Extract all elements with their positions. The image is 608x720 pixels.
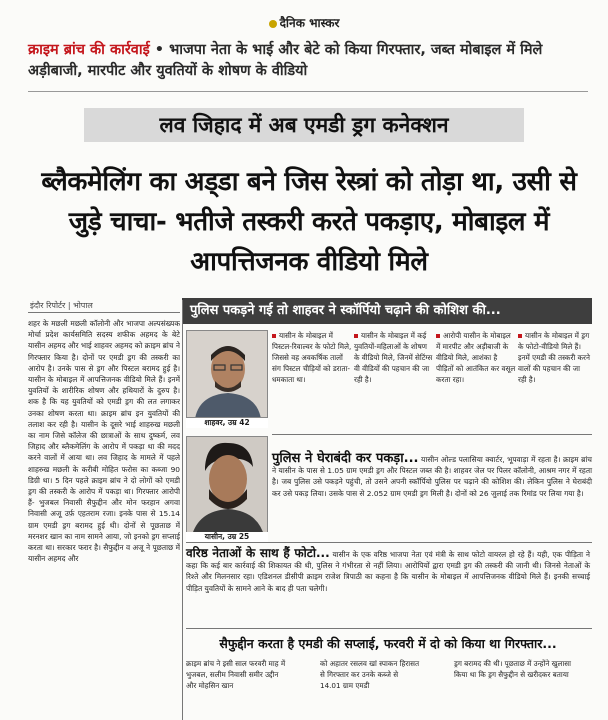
kicker-text: • भाजपा नेता के भाई और बेटे को किया गिरफ्तार, जब्त मोबाइल में मिले अड़ीबाजी, मारपीट और युवतियों के शोषण के वीडियो	[28, 42, 543, 79]
photo-yasin	[186, 436, 268, 538]
bullet-icon	[436, 334, 440, 338]
saif-col: क्राइम ब्रांच ने इसी साल फरवरी माह में भुजबल, सलीम निवासी समीर उद्दीन और मोहसिन खान	[186, 659, 286, 690]
byline-rule	[28, 312, 180, 313]
person-photo-icon	[187, 331, 268, 418]
bullet-item: यासीन के मोबाइल में ड्रग के फोटो-वीडियो मिले हैं। इनमें एमडी की तस्करी करने वालों की पहचान की जा रही है।	[518, 331, 590, 384]
strap-headline: लव जिहाद में अब एमडी ड्रग कनेक्शन	[84, 108, 524, 142]
senior-section	[186, 548, 590, 594]
divider	[28, 91, 588, 92]
senior-body: यासीन के एक वरिष्ठ भाजपा नेता एवं मंत्री के साथ फोटो वायरल हो रहे हैं। यही, एक पीड़िता ने कहा कि कई बार कार्रवाई की शिकायत की थी, पुलिस ने गंभीरता से नहीं लिया। आरोपियों द्वारा एमडी ड्रग की तस्करी की जानी थी। जिनसे नेताओं के रिश्ते और मिलनसार रहा। एडिशनल डीसीपी क्राइम राजेश त्रिपाठी का कहना है कि यासीन के मोबाइल में आपत्तिजनक वीडियो मिले हैं। इनकी सच्चाई पीड़ित युवतियों के सामने आने के बाद ही पता चलेगी।	[186, 550, 590, 593]
section-rule	[272, 434, 592, 435]
photo-caption: शाहवर, उम्र 42	[186, 418, 268, 428]
kicker	[28, 40, 588, 82]
photo-shahwar	[186, 330, 268, 418]
logo-sun-icon	[269, 20, 277, 28]
logo-text: दैनिक भास्कर	[279, 16, 340, 30]
main-headline: ब्लैकमेलिंग का अड्‌डा बने जिस रेस्त्रां को तोड़ा था, उसी से जुड़े चाचा- भतीजे तस्करी करते पकड़ाए, मोबाइल में आपत्तिजनक वीडियो मिले	[41, 167, 577, 277]
bullet-icon	[354, 334, 358, 338]
column-divider	[182, 300, 183, 720]
masthead	[0, 0, 608, 34]
saif-head: सैफुद्दीन करता है एमडी की सप्लाई, फरवरी में दो को किया था गिरफ्तार...	[219, 636, 557, 651]
saif-col: को अहातर रसलव खां स्पाकन हिरासत से गिरफ्तार कर उनके कब्जे से 14.01 ग्राम एमडी	[320, 659, 420, 690]
newspaper-logo	[269, 14, 340, 31]
bullet-item: यासीन के मोबाइल में पिस्टल-रिवाल्वर के फोटो मिले, जिससे वह अवकर्षिक तालों संग पिस्टल चीड़ियों को डराता-धमकाता था।	[272, 331, 352, 384]
section-rule	[186, 628, 592, 629]
section-rule	[186, 542, 592, 543]
main-story: शहर के मछली मछली कॉलोनी और भाजपा अल्पसंख्यक मोर्चा प्रदेश कार्यसमिति सदस्य शफीक अहमद के बेटे यासीन अहमद और भाई शाहवर अहमद को क्राइम ब्रांच ने गिरफ्तार किया है। दोनों पर एमडी ड्रग की तस्करी का आरोप है। उनके पास से ड्रग और पिस्टल बरामद हुई है। यासीन के मोबाइल में आपत्तिजनक वीडियो मिले हैं। इनमें युवतियों के शारीरिक शोषण और हथियारों के दुरुप है। शक है कि यह युवतियों को एमडी ड्रग की लत लगाकर उनका शोषण करता था। क्राइम ब्रांच इन युवतियों की तलाश कर रही है। यासीन के दूसरे भाई शाहरुख मछली का नाम जिसे कॉलेज की छात्राओं के साथ दुष्कर्म, लव जिहाद और ब्लैकमेलिंग के आरोप में पकड़ा था की मदद करने वालों में आया था। लव जिहाद के मामले में पहले शाहरुख मछली के करीबी मोहित फरोस का कब्जा 90 डिग्री था। 5 दिन पहले क्राइम ब्रांच ने दो लोगों को एमडी ड्रग की तस्करी के आरोप में पकड़ा था। गिरफ्तार आरोपी हैं- भुजबल निवासी सैफुद्दीन और मोन फरहान अगवा निवासी अजू उर्फ़ एहतराम रजा। इनके पास से 15.14 ग्राम एमडी ड्रग बरामद हुई थी। दोनों से पूछताछ में मरनशर खान का नाम सामने आया, जो इनको ड्रग सप्लाई करता था। सरकार फरार है। सैफुद्दीन व अजू ने पूछताछ में यासीन अहमद और	[28, 319, 180, 564]
bullet-icon	[518, 334, 522, 338]
police-head: पुलिस ने घेराबंदी कर पकड़ा...	[272, 451, 419, 466]
police-body: यासीन ओल्ड पलासिया क्वार्टर, भूपवाड़ा में रहता है। क्राइम ब्रांच ने यासीन के पास से 1.05 ग्राम एमडी ड्रग और पिस्टल जब्त की है। शाहवर जेल पर पिलर कॉलोनी, आश्रम नगर में रहता है। जब पुलिस उसे पकड़ने पहुंची, तो उसने अपनी स्कॉर्पियो पुलिस पर चढ़ाने की कोशिश की। लेकिन पुलिस ने घेराबंदी कर उसे पकड़ लिया। उसके पास से 2.052 ग्राम एमडी ड्रग मिली है। दोनों को 26 जुलाई तक रिमांड पर लिया गया है।	[272, 455, 592, 498]
senior-head: वरिष्ठ नेताओं के साथ हैं फोटो...	[186, 546, 330, 560]
bullet-item: यासीन के मोबाइल में कई युवतियों-महिलाओं के शोषण के वीडियो मिले, जिनमें सेटिंग्स वी वीडियों की पहचान की जा रही है।	[354, 331, 433, 384]
bullet-item: आरोपी यासीन के मोबाइल में मारपीट और अड़ीबाजी के वीडियो मिले, आशंका है पीड़ितों को आतंकित कर वसूल करता रहा।	[436, 331, 516, 384]
police-section	[272, 453, 592, 499]
photo-caption: यासीन, उम्र 25	[186, 532, 268, 542]
person-photo-icon	[187, 437, 268, 538]
byline: इंदौर रिपोर्टर | भोपाल	[30, 301, 93, 310]
bullet-icon	[272, 334, 276, 338]
subhead-bar: पुलिस पकड़ने गई तो शाहवर ने स्कॉर्पियो चढ़ाने की कोशिश की...	[182, 298, 592, 324]
kicker-red: क्राइम ब्रांच की कार्रवाई	[28, 42, 150, 58]
saif-col: ड्रग बरामद की थी। पूछताछ में उन्होंने खुलासा किया था कि ड्रग सैफुद्दीन से खरीदकर बताया	[454, 659, 571, 679]
